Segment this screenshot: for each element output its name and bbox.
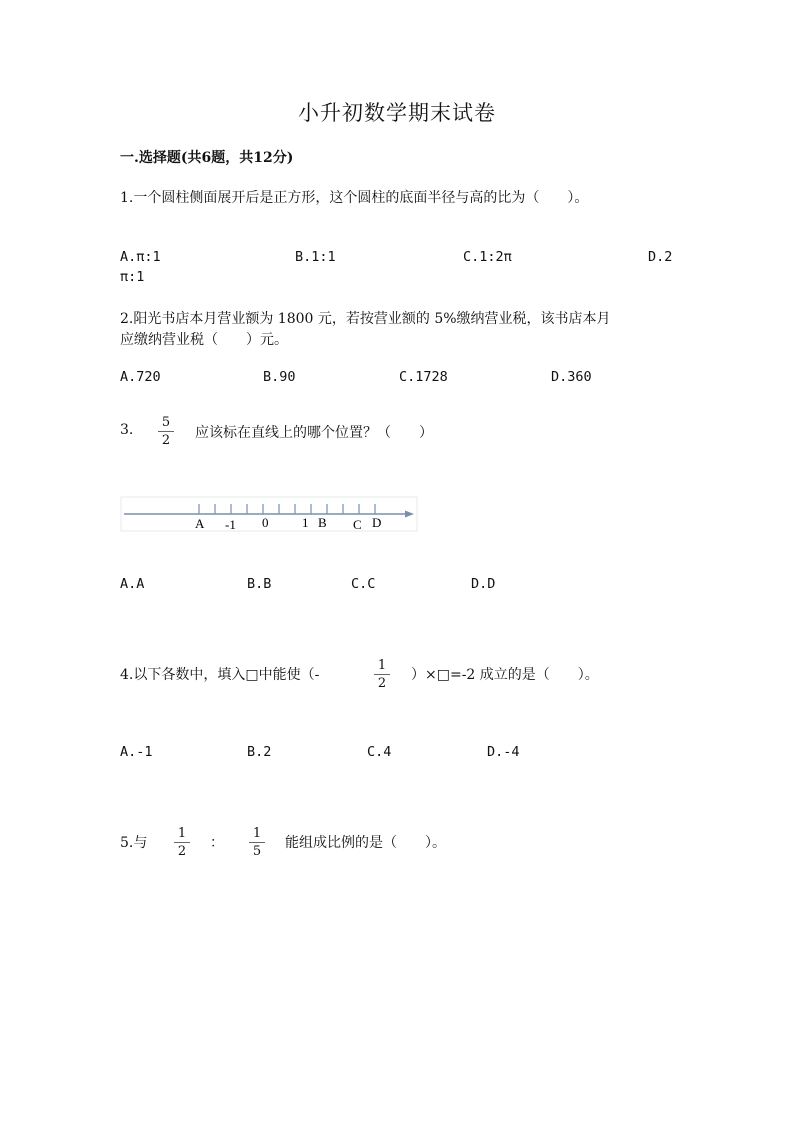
q4-option-c: C.4 xyxy=(367,744,392,760)
question-2-line-2: 应缴纳营业税（ ）元。 xyxy=(120,332,288,348)
question-5-prefix: 5.与 xyxy=(120,835,148,851)
q5-fraction-1-denominator: 2 xyxy=(177,844,187,859)
q3-fraction-numerator: 5 xyxy=(161,415,171,430)
q3-option-b: B.B xyxy=(247,576,272,592)
question-5-suffix: 能组成比例的是（ ）。 xyxy=(285,835,446,851)
q5-fraction-2-denominator: 5 xyxy=(252,844,262,859)
q4-option-d: D.-4 xyxy=(487,744,520,760)
q4-fraction-bar xyxy=(374,674,390,675)
question-3-number: 3. xyxy=(120,422,134,438)
q4-option-b: B.2 xyxy=(247,744,272,760)
q1-option-b: B.1:1 xyxy=(295,249,336,265)
q4-fraction-denominator: 2 xyxy=(377,676,387,691)
number-line xyxy=(120,496,420,536)
question-1-text: 1.一个圆柱侧面展开后是正方形，这个圆柱的底面半径与高的比为（ ）。 xyxy=(120,190,589,206)
question-4-prefix: 4.以下各数中，填入□中能使（- xyxy=(120,667,320,683)
q2-option-d: D.360 xyxy=(551,369,592,385)
page-title: 小升初数学期末试卷 xyxy=(298,101,496,125)
number-line-label-minus-1: -1 xyxy=(225,517,236,532)
number-line-label-a: A xyxy=(195,516,205,531)
number-line-label-0: 0 xyxy=(262,515,269,530)
number-line-label-c: C xyxy=(353,517,362,532)
question-3-text: 应该标在直线上的哪个位置？（ ） xyxy=(195,425,433,441)
q5-fraction-2-numerator: 1 xyxy=(252,826,262,841)
q2-option-a: A.720 xyxy=(120,369,161,385)
q5-fraction-1-bar xyxy=(174,842,190,843)
question-4-suffix: ）×□=-2 成立的是（ ）。 xyxy=(411,667,599,683)
section-heading: 一.选择题(共6题，共12分) xyxy=(120,150,294,166)
q4-fraction-numerator: 1 xyxy=(377,658,387,673)
q5-fraction-2 xyxy=(249,827,265,858)
q5-fraction-2-bar xyxy=(249,842,265,843)
q3-option-d: D.D xyxy=(471,576,496,592)
q3-option-a: A.A xyxy=(120,576,145,592)
q4-fraction xyxy=(374,659,390,690)
number-line-ticks xyxy=(199,504,375,514)
q3-fraction xyxy=(158,416,174,447)
q2-option-b: B.90 xyxy=(263,369,296,385)
q1-option-d-continued: π:1 xyxy=(120,269,145,285)
q1-option-d: D.2 xyxy=(648,249,673,265)
q3-fraction-denominator: 2 xyxy=(161,433,171,448)
q5-fraction-1 xyxy=(174,827,190,858)
q1-option-a: A.π:1 xyxy=(120,249,161,265)
question-2-line-1: 2.阳光书店本月营业额为 1800 元，若按营业额的 5%缴纳营业税，该书店本月 xyxy=(120,311,611,327)
q1-option-c: C.1:2π xyxy=(463,249,512,265)
number-line-arrow-icon xyxy=(405,511,414,518)
q4-option-a: A.-1 xyxy=(120,744,153,760)
q5-colon: ： xyxy=(210,835,224,851)
q3-fraction-bar xyxy=(158,431,174,432)
number-line-label-d: D xyxy=(372,515,382,530)
number-line-label-b: B xyxy=(318,515,327,530)
number-line-label-1: 1 xyxy=(302,515,309,530)
q5-fraction-1-numerator: 1 xyxy=(177,826,187,841)
q2-option-c: C.1728 xyxy=(399,369,448,385)
q3-option-c: C.C xyxy=(351,576,376,592)
